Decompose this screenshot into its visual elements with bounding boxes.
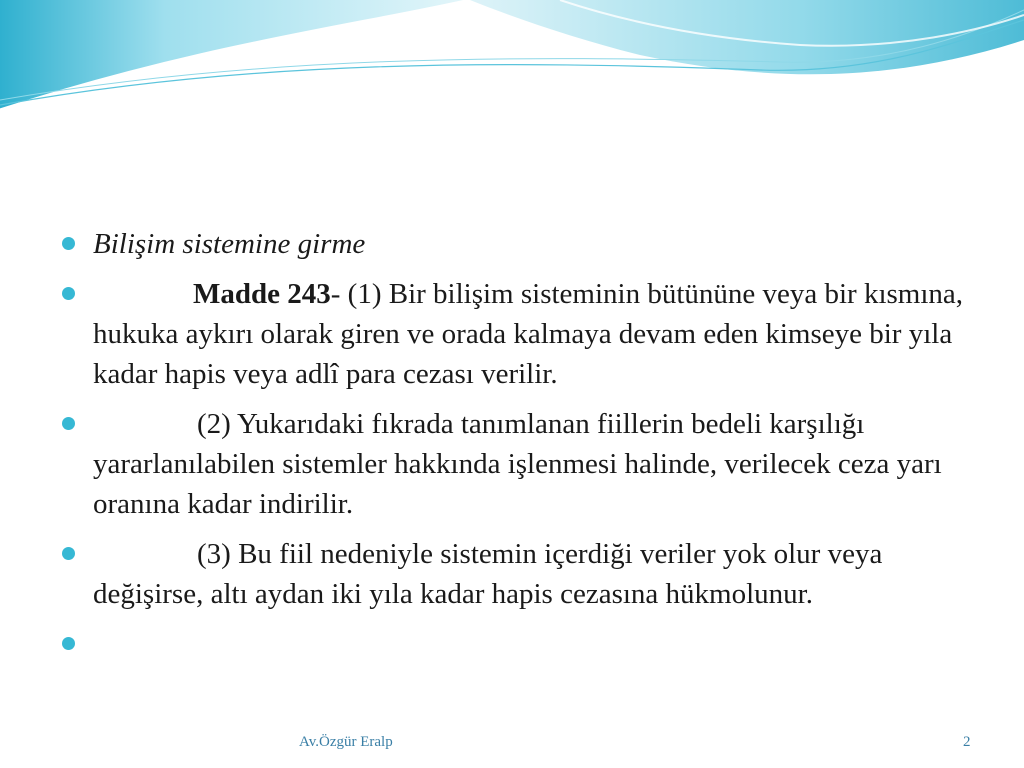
bullet-item-empty <box>60 624 970 662</box>
bullet-dot-icon <box>62 287 75 300</box>
bullet-dot-icon <box>62 237 75 250</box>
bullet-item <box>60 224 970 264</box>
page-number: 2 <box>963 734 971 750</box>
bullet-list <box>60 224 970 672</box>
article-paragraph-2: (2) Yukarıdaki fıkrada tanımlanan fiillerin bedeli karşılığı yararlanılabilen sistemler hakkında işlenmesi halinde, verilecek ceza yarı oranına kadar indirilir. <box>93 408 942 520</box>
article-paragraph-3: (3) Bu fiil nedeniyle sistemin içerdiği veriler yok olur veya değişirse, altı aydan iki yıla kadar hapis cezasına hükmolunur. <box>93 538 883 610</box>
article-number: Madde 243 <box>193 278 331 310</box>
bullet-dot-icon <box>62 547 75 560</box>
bullet-dot-icon <box>62 637 75 650</box>
footer-author: Av.Özgür Eralp <box>299 734 393 750</box>
header-wave-decoration <box>0 0 1024 130</box>
bullet-item <box>60 274 970 394</box>
section-heading: Bilişim sistemine girme <box>93 228 366 260</box>
article-paragraph-1: - (1) Bir bilişim sisteminin bütününe veya bir kısmına, hukuka aykırı olarak giren ve orada kalmaya devam eden kimseye bir yıla kadar hapis veya adlî para cezası verilir. <box>93 278 964 390</box>
bullet-dot-icon <box>62 417 75 430</box>
bullet-item <box>60 404 970 524</box>
bullet-item <box>60 534 970 614</box>
